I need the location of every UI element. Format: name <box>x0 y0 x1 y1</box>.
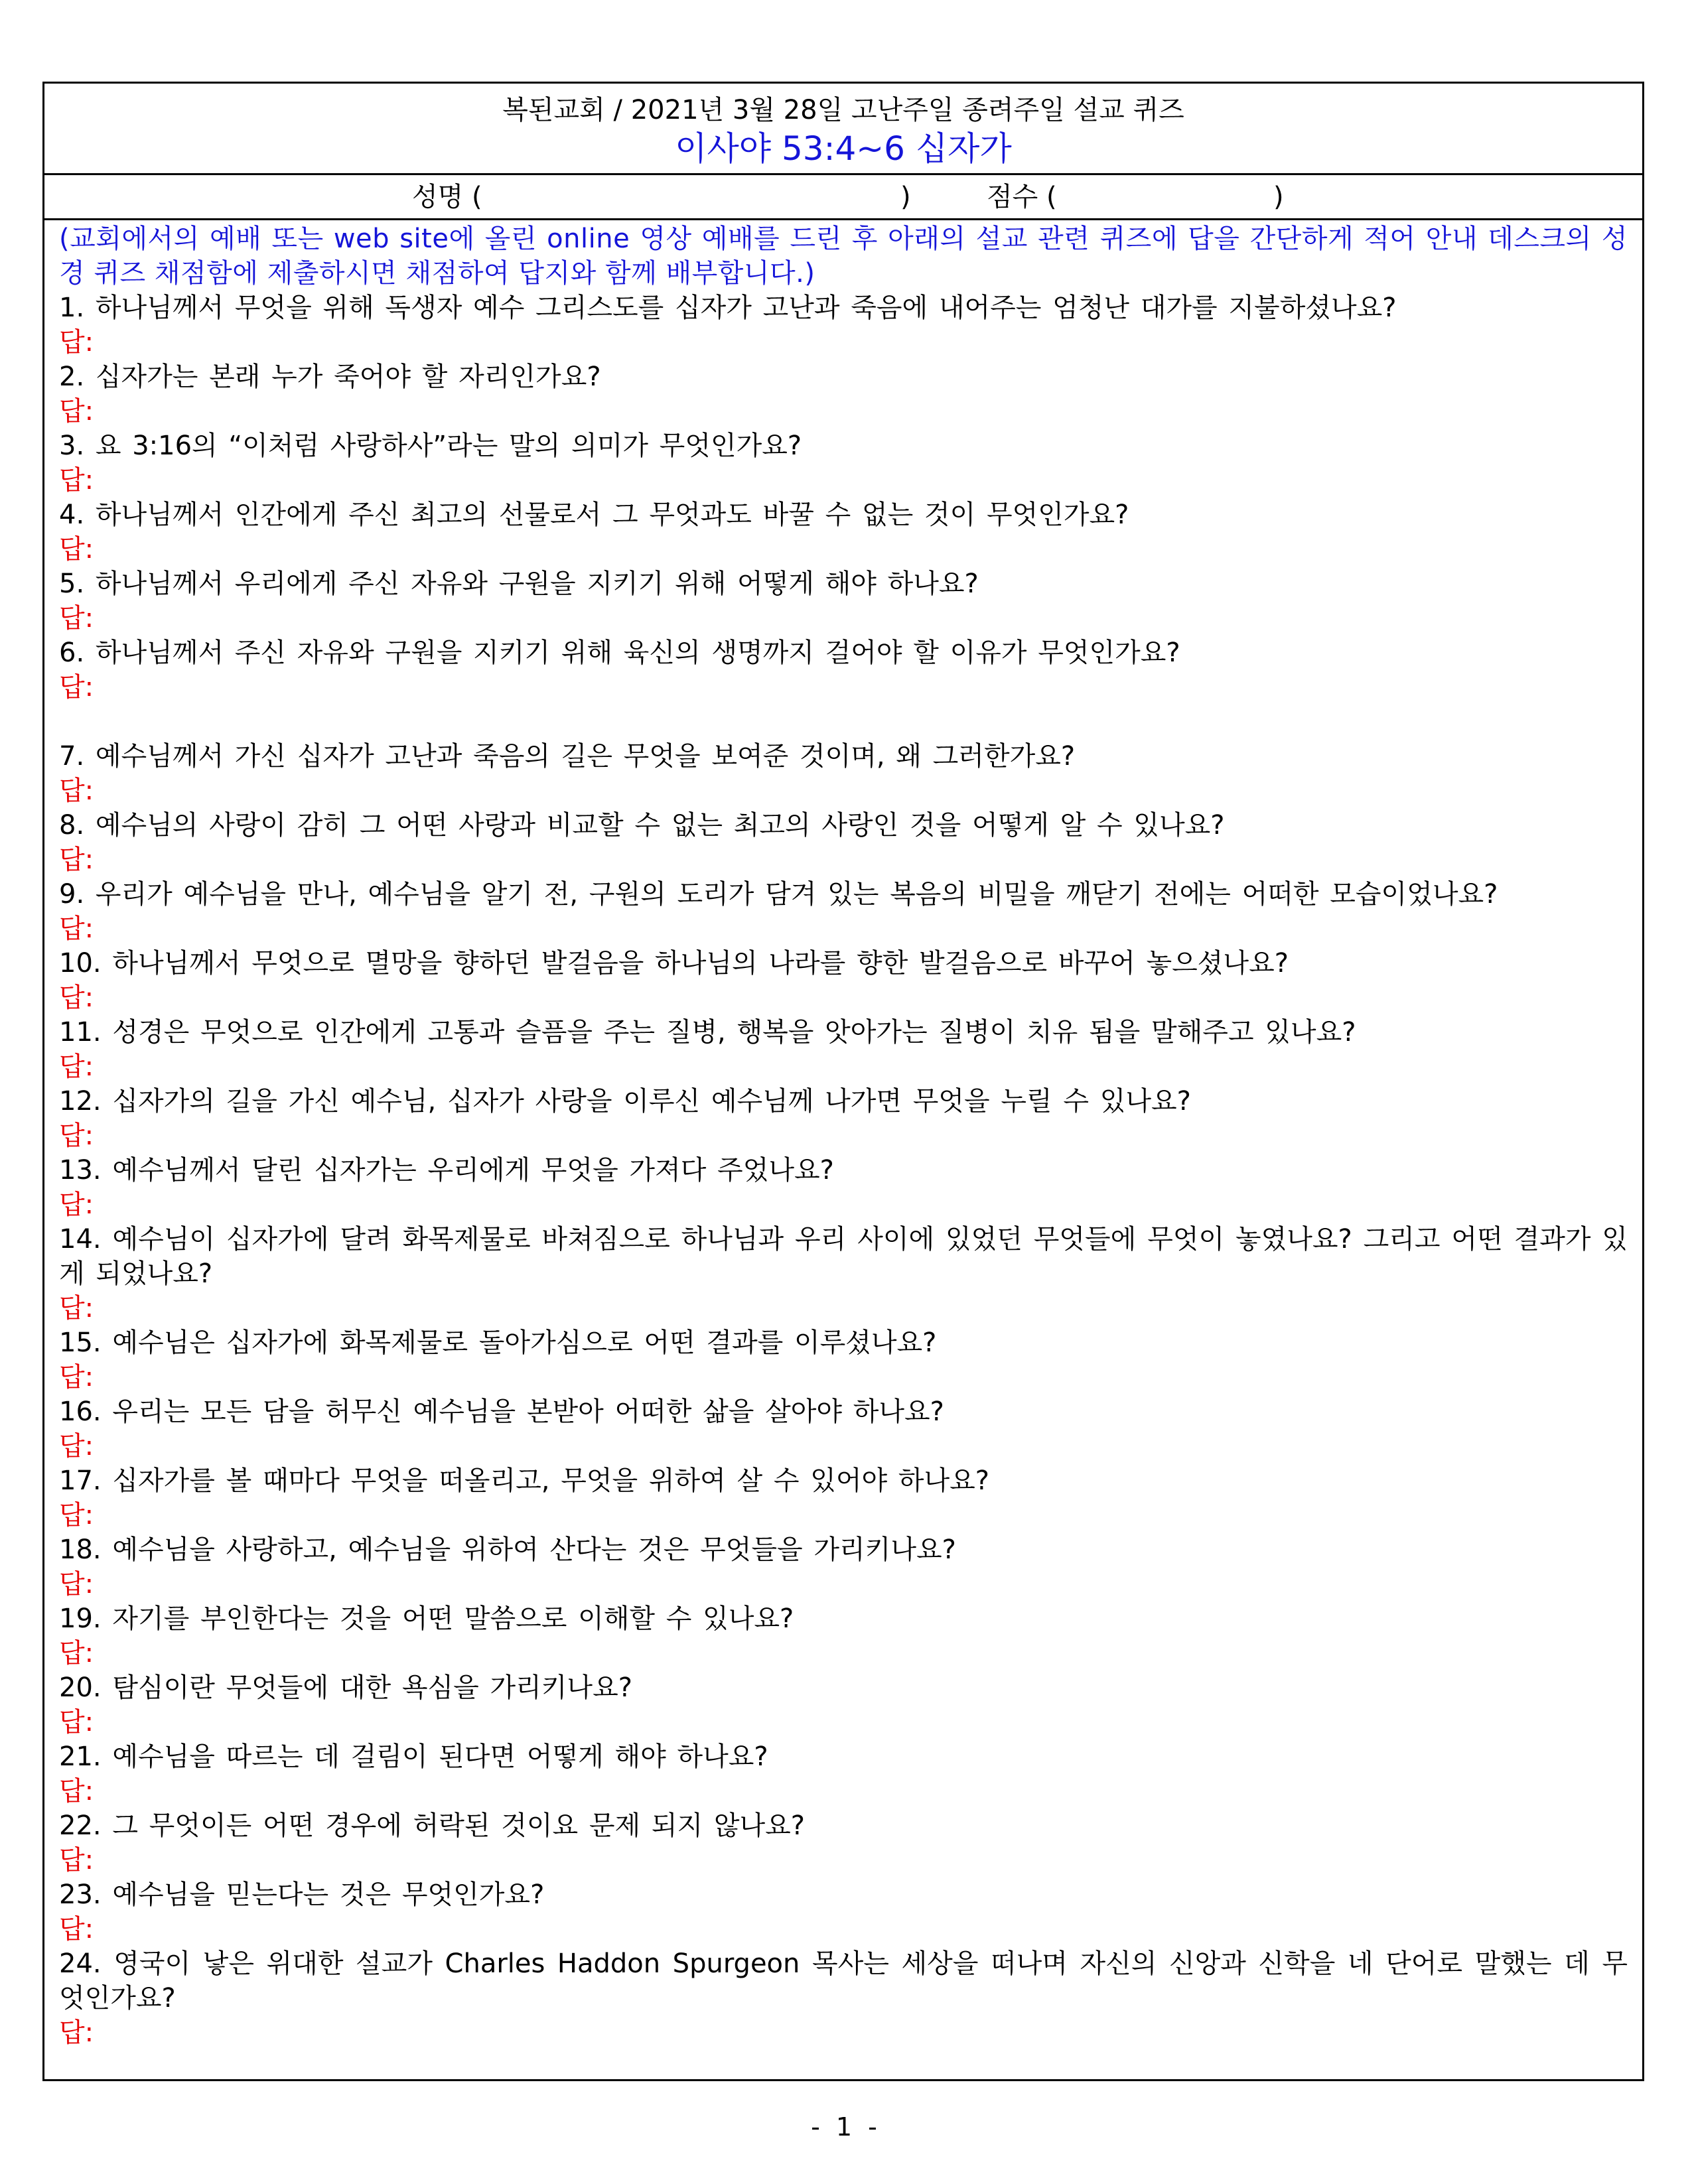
question-item <box>59 1740 1628 1809</box>
question-item <box>59 1946 1628 2050</box>
question-text: 19. 자기를 부인한다는 것을 어떤 말씀으로 이해할 수 있나요? <box>59 1604 794 1634</box>
instructions: (교회에서의 예배 또는 web site에 올린 online 영상 예배를 드린 후 아래의 설교 관련 퀴즈에 답을 간단하게 적어 안내 데스크의 성경 퀴즈 채점함에 제출하시면 채점하여 답지와 함께 배부합니다.) <box>59 224 1628 289</box>
question-text: 20. 탐심이란 무엇들에 대한 욕심을 가리키나요? <box>59 1672 632 1703</box>
score-close: ) <box>1273 182 1284 212</box>
answer-label: 답: <box>59 327 94 358</box>
answer-label: 답: <box>59 1776 94 1807</box>
answer-label: 답: <box>59 1190 94 1220</box>
answer-label: 답: <box>59 1293 94 1324</box>
question-text: 1. 하나님께서 무엇을 위해 독생자 예수 그리스도를 십자가 고난과 죽음에 내어주는 엄청난 대가를 지불하셨나요? <box>59 293 1397 323</box>
answer-label: 답: <box>59 465 94 496</box>
answer-label: 답: <box>59 1431 94 1462</box>
question-item <box>59 429 1628 498</box>
question-text: 3. 요 3:16의 “이처럼 사랑하사”라는 말의 의미가 무엇인가요? <box>59 431 802 461</box>
question-item <box>59 291 1628 360</box>
question-text: 9. 우리가 예수님을 만나, 예수님을 알기 전, 구원의 도리가 담겨 있는 복음의 비밀을 깨닫기 전에는 어떠한 모습이었나요? <box>59 879 1498 910</box>
question-text: 13. 예수님께서 달린 십자가는 우리에게 무엇을 가져다 주었나요? <box>59 1155 834 1186</box>
sermon-title: 이사야 53:4~6 십자가 <box>675 129 1012 168</box>
quiz-header <box>44 84 1642 175</box>
question-item <box>59 946 1628 1015</box>
answer-label: 답: <box>59 983 94 1013</box>
name-close: ) <box>900 182 911 212</box>
question-text: 23. 예수님을 믿는다는 것은 무엇인가요? <box>59 1879 545 1910</box>
score-label: 점수 ( <box>987 182 1057 212</box>
question-item <box>59 877 1628 946</box>
answer-label: 답: <box>59 603 94 634</box>
question-text: 22. 그 무엇이든 어떤 경우에 허락된 것이요 문제 되지 않나요? <box>59 1810 805 1841</box>
question-item <box>59 1809 1628 1877</box>
question-item <box>59 1464 1628 1533</box>
answer-label: 답: <box>59 1121 94 1151</box>
question-item <box>59 1015 1628 1084</box>
question-item <box>59 1877 1628 1946</box>
question-text: 15. 예수님은 십자가에 화목제물로 돌아가심으로 어떤 결과를 이루셨나요? <box>59 1328 937 1358</box>
name-score-row <box>44 175 1642 220</box>
answer-label: 답: <box>59 1052 94 1082</box>
answer-label: 답: <box>59 1500 94 1531</box>
answer-label: 답: <box>59 1914 94 1945</box>
question-text: 8. 예수님의 사랑이 감히 그 어떤 사랑과 비교할 수 없는 최고의 사랑인 것을 어떻게 알 수 있나요? <box>59 810 1225 841</box>
question-text: 10. 하나님께서 무엇으로 멸망을 향하던 발걸음을 하나님의 나라를 향한 발걸음으로 바꾸어 놓으셨나요? <box>59 948 1289 979</box>
answer-label: 답: <box>59 1362 94 1393</box>
answer-label: 답: <box>59 672 94 703</box>
question-item <box>59 1395 1628 1464</box>
page-title: 복된교회 / 2021년 3월 28일 고난주일 종려주일 설교 퀴즈 <box>502 95 1184 125</box>
question-item <box>59 1153 1628 1222</box>
question-item <box>59 636 1628 739</box>
answer-label: 답: <box>59 2017 94 2048</box>
question-text: 6. 하나님께서 주신 자유와 구원을 지키기 위해 육신의 생명까지 걸어야 할 이유가 무엇인가요? <box>59 638 1180 668</box>
question-text: 7. 예수님께서 가신 십자가 고난과 죽음의 길은 무엇을 보여준 것이며, 왜 그러한가요? <box>59 741 1076 772</box>
quiz-body <box>44 220 1642 2050</box>
answer-label: 답: <box>59 1707 94 1738</box>
answer-label: 답: <box>59 1569 94 1600</box>
answer-label: 답: <box>59 776 94 806</box>
answer-label: 답: <box>59 396 94 427</box>
question-item <box>59 567 1628 636</box>
question-item <box>59 498 1628 567</box>
question-item <box>59 1602 1628 1671</box>
answer-label: 답: <box>59 1845 94 1876</box>
answer-label: 답: <box>59 845 94 875</box>
quiz-sheet <box>42 82 1644 2081</box>
question-item <box>59 739 1628 808</box>
question-text: 21. 예수님을 따르는 데 걸림이 된다면 어떻게 해야 하나요? <box>59 1741 768 1772</box>
question-text: 12. 십자가의 길을 가신 예수님, 십자가 사랑을 이루신 예수님께 나가면 무엇을 누릴 수 있나요? <box>59 1086 1191 1117</box>
question-item <box>59 1222 1628 1326</box>
answer-label: 답: <box>59 1638 94 1669</box>
question-text: 4. 하나님께서 인간에게 주신 최고의 선물로서 그 무엇과도 바꿀 수 없는 것이 무엇인가요? <box>59 500 1129 530</box>
question-text: 14. 예수님이 십자가에 달려 화목제물로 바쳐짐으로 하나님과 우리 사이에 있었던 무엇들에 무엇이 놓였나요? 그리고 어떤 결과가 있게 되었나요? <box>59 1224 1628 1289</box>
name-label: 성명 ( <box>412 182 482 212</box>
answer-label: 답: <box>59 534 94 565</box>
question-text: 18. 예수님을 사랑하고, 예수님을 위하여 산다는 것은 무엇들을 가리키나요? <box>59 1535 956 1565</box>
question-item <box>59 1533 1628 1602</box>
question-item <box>59 808 1628 877</box>
question-text: 24. 영국이 낳은 위대한 설교가 Charles Haddon Spurgeon 목사는 세상을 떠나며 자신의 신앙과 신학을 네 단어로 말했는 데 무엇인가요? <box>59 1948 1628 2013</box>
question-text: 16. 우리는 모든 담을 허무신 예수님을 본받아 어떠한 삶을 살아야 하나요? <box>59 1397 944 1427</box>
page-number: - 1 - <box>811 2112 881 2142</box>
question-text: 11. 성경은 무엇으로 인간에게 고통과 슬픔을 주는 질병, 행복을 앗아가는 질병이 치유 됨을 말해주고 있나요? <box>59 1017 1356 1048</box>
question-text: 5. 하나님께서 우리에게 주신 자유와 구원을 지키기 위해 어떻게 해야 하나요? <box>59 569 979 599</box>
question-text: 17. 십자가를 볼 때마다 무엇을 떠올리고, 무엇을 위하여 살 수 있어야 하나요? <box>59 1466 989 1496</box>
answer-label: 답: <box>59 914 94 944</box>
question-item <box>59 360 1628 429</box>
question-item <box>59 1084 1628 1153</box>
question-text: 2. 십자가는 본래 누가 죽어야 할 자리인가요? <box>59 362 601 392</box>
question-item <box>59 1671 1628 1740</box>
question-item <box>59 1326 1628 1395</box>
